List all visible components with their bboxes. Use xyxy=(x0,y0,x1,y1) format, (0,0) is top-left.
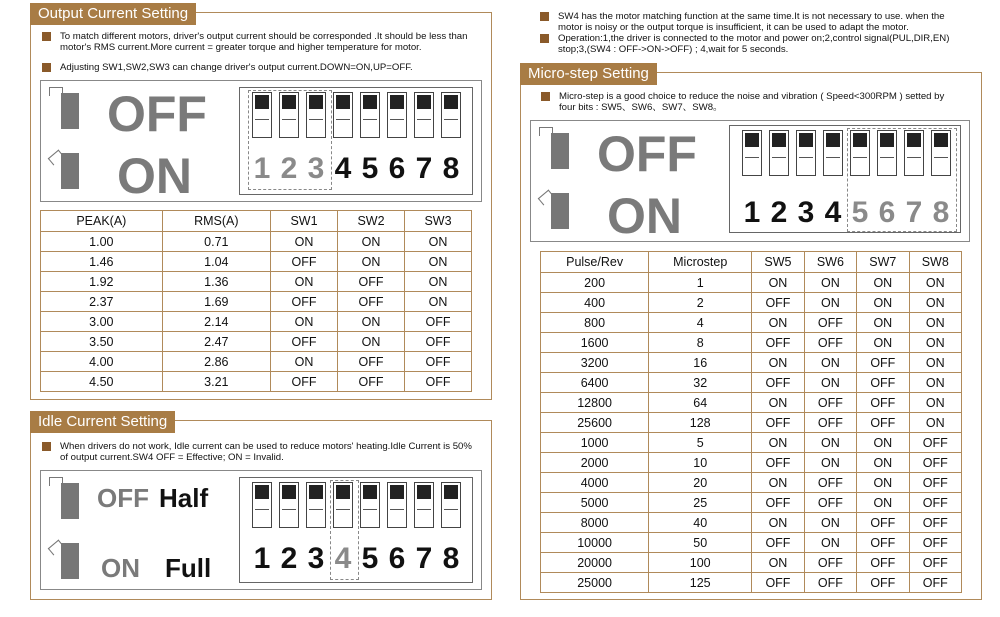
table-cell: OFF xyxy=(857,393,909,413)
table-cell: 2.47 xyxy=(162,332,270,352)
off-lever-body xyxy=(61,93,79,129)
table-cell: ON xyxy=(804,533,856,553)
dip-number: 3 xyxy=(307,152,325,185)
table-cell: ON xyxy=(404,252,471,272)
table-cell: OFF xyxy=(271,332,338,352)
table-cell: ON xyxy=(857,453,909,473)
table-cell: ON xyxy=(909,293,961,313)
dip-number: 7 xyxy=(415,542,433,575)
table-cell: 32 xyxy=(649,373,752,393)
table-cell: 20000 xyxy=(541,553,649,573)
header-peak: PEAK(A) xyxy=(41,211,163,232)
table-cell: ON xyxy=(338,332,405,352)
dip-number: 5 xyxy=(361,152,379,185)
table-row xyxy=(41,292,472,312)
table-cell: 16 xyxy=(649,353,752,373)
table-row xyxy=(541,413,962,433)
table-cell: OFF xyxy=(857,553,909,573)
table-cell: ON xyxy=(804,453,856,473)
table-cell: ON xyxy=(271,272,338,292)
table-cell: 1000 xyxy=(541,433,649,453)
dip-switch-4 xyxy=(333,92,353,138)
dip-number: 2 xyxy=(280,542,298,575)
table-cell: OFF xyxy=(804,473,856,493)
table-cell: 1.00 xyxy=(41,232,163,252)
table-row xyxy=(541,573,962,593)
off-lever-body xyxy=(551,133,569,169)
table-cell: 4 xyxy=(649,313,752,333)
table-cell: 25 xyxy=(649,493,752,513)
table-cell: OFF xyxy=(909,433,961,453)
table-row xyxy=(41,312,472,332)
table-cell: OFF xyxy=(404,372,471,392)
table-row xyxy=(541,273,962,293)
bullet-icon xyxy=(42,32,51,41)
table-cell: 2 xyxy=(649,293,752,313)
table-cell: OFF xyxy=(804,493,856,513)
dip-switch-8 xyxy=(441,92,461,138)
table-cell: ON xyxy=(804,373,856,393)
table-cell: OFF xyxy=(752,413,804,433)
dip-switch-block xyxy=(239,87,473,195)
dip-number: 7 xyxy=(415,152,433,185)
table-cell: ON xyxy=(271,232,338,252)
dip-number: 2 xyxy=(280,152,298,185)
table-cell: OFF xyxy=(857,373,909,393)
table-cell: ON xyxy=(909,373,961,393)
dip-number: 3 xyxy=(307,542,325,575)
dip-number: 1 xyxy=(253,542,271,575)
table-cell: ON xyxy=(804,433,856,453)
dip-number: 4 xyxy=(334,152,352,185)
table-cell: ON xyxy=(338,312,405,332)
table-row xyxy=(41,232,472,252)
table-cell: 800 xyxy=(541,313,649,333)
idle-current-title: Idle Current Setting xyxy=(30,411,175,433)
table-cell: OFF xyxy=(909,493,961,513)
table-header-row xyxy=(541,252,962,273)
dip-number: 6 xyxy=(878,196,896,229)
table-cell: OFF xyxy=(909,553,961,573)
dip-switch-6 xyxy=(387,482,407,528)
table-cell: ON xyxy=(271,312,338,332)
table-cell: OFF xyxy=(909,473,961,493)
dip-switch-2 xyxy=(279,482,299,528)
table-cell: 1.92 xyxy=(41,272,163,292)
table-cell: ON xyxy=(909,413,961,433)
dip-switch-5 xyxy=(360,92,380,138)
micro-switch-diagram xyxy=(530,120,970,242)
micro-note: Micro-step is a good choice to reduce the noise and vibration ( Speed<300RPM ) setted by four bits : SW5、SW6、SW7、SW8。 xyxy=(541,91,961,113)
table-row xyxy=(541,353,962,373)
table-cell: ON xyxy=(404,292,471,312)
table-cell: 25600 xyxy=(541,413,649,433)
table-cell: ON xyxy=(804,273,856,293)
dip-switch-1 xyxy=(252,482,272,528)
table-row xyxy=(41,372,472,392)
table-row xyxy=(541,333,962,353)
dip-number: 4 xyxy=(334,542,352,575)
table-cell: 1.04 xyxy=(162,252,270,272)
bullet-icon xyxy=(540,34,549,43)
table-row xyxy=(541,433,962,453)
table-cell: OFF xyxy=(804,573,856,593)
table-row xyxy=(541,473,962,493)
table-cell: 4000 xyxy=(541,473,649,493)
dip-switch-6 xyxy=(387,92,407,138)
table-cell: 3.21 xyxy=(162,372,270,392)
dip-switch-7 xyxy=(414,92,434,138)
table-cell: OFF xyxy=(338,272,405,292)
table-cell: OFF xyxy=(752,493,804,513)
header-sw1: SW1 xyxy=(271,211,338,232)
micro-off-label: OFF xyxy=(597,126,697,182)
table-cell: OFF xyxy=(909,513,961,533)
idle-note: When drivers do not work, Idle current can be used to reduce motors' heating.Idle Current is 50% of output current.SW4 OFF = Effective; ON = Invalid. xyxy=(42,441,482,463)
idle-switch-diagram xyxy=(40,470,482,590)
table-row xyxy=(541,313,962,333)
dip-switch-8 xyxy=(441,482,461,528)
dip-switch-5 xyxy=(360,482,380,528)
dip-switch-block xyxy=(729,125,961,233)
table-cell: OFF xyxy=(338,372,405,392)
table-cell: ON xyxy=(909,273,961,293)
table-cell: OFF xyxy=(857,513,909,533)
table-cell: 64 xyxy=(649,393,752,413)
output-current-table xyxy=(40,210,472,392)
table-cell: 2.14 xyxy=(162,312,270,332)
dip-number: 5 xyxy=(361,542,379,575)
table-cell: OFF xyxy=(404,332,471,352)
table-cell: OFF xyxy=(271,372,338,392)
table-cell: OFF xyxy=(271,292,338,312)
table-cell: ON xyxy=(752,433,804,453)
table-cell: ON xyxy=(752,513,804,533)
output-switch-diagram xyxy=(40,80,482,202)
dip-switch-1 xyxy=(742,130,762,176)
table-cell: 20 xyxy=(649,473,752,493)
table-cell: ON xyxy=(338,252,405,272)
header-sw2: SW2 xyxy=(338,211,405,232)
idle-full-label: Full xyxy=(165,553,212,583)
table-cell: OFF xyxy=(271,252,338,272)
table-cell: 8 xyxy=(649,333,752,353)
table-cell: ON xyxy=(338,232,405,252)
table-cell: ON xyxy=(857,293,909,313)
table-cell: OFF xyxy=(857,573,909,593)
idle-off-label: OFF xyxy=(97,483,149,513)
table-row xyxy=(41,332,472,352)
table-cell: OFF xyxy=(404,312,471,332)
table-cell: 0.71 xyxy=(162,232,270,252)
dip-switch-block xyxy=(239,477,473,583)
table-cell: OFF xyxy=(804,413,856,433)
table-cell: ON xyxy=(752,553,804,573)
bullet-icon xyxy=(42,63,51,72)
table-cell: ON xyxy=(909,393,961,413)
table-cell: OFF xyxy=(752,453,804,473)
table-cell: OFF xyxy=(909,573,961,593)
table-cell: 4.00 xyxy=(41,352,163,372)
table-row xyxy=(541,493,962,513)
dip-number: 4 xyxy=(824,196,842,229)
dip-number: 8 xyxy=(932,196,950,229)
idle-half-label: Half xyxy=(159,483,209,513)
table-cell: OFF xyxy=(804,553,856,573)
table-row xyxy=(41,252,472,272)
on-lever-body xyxy=(61,543,79,579)
table-cell: OFF xyxy=(752,573,804,593)
off-label: OFF xyxy=(107,86,207,142)
table-cell: 25000 xyxy=(541,573,649,593)
table-cell: ON xyxy=(909,313,961,333)
dip-number: 8 xyxy=(442,542,460,575)
table-cell: OFF xyxy=(752,293,804,313)
table-cell: 50 xyxy=(649,533,752,553)
table-cell: 200 xyxy=(541,273,649,293)
header-sw8: SW8 xyxy=(909,252,961,273)
table-cell: 2.86 xyxy=(162,352,270,372)
dip-number: 5 xyxy=(851,196,869,229)
table-row xyxy=(541,393,962,413)
table-cell: 100 xyxy=(649,553,752,573)
table-cell: 1 xyxy=(649,273,752,293)
table-cell: OFF xyxy=(909,533,961,553)
table-cell: 2000 xyxy=(541,453,649,473)
dip-switch-3 xyxy=(796,130,816,176)
table-cell: OFF xyxy=(404,352,471,372)
dip-number: 3 xyxy=(797,196,815,229)
table-cell: OFF xyxy=(752,373,804,393)
table-cell: ON xyxy=(804,513,856,533)
table-row xyxy=(41,272,472,292)
output-current-title: Output Current Setting xyxy=(30,3,196,25)
off-lever-body xyxy=(61,483,79,519)
table-row xyxy=(541,553,962,573)
on-lever-body xyxy=(61,153,79,189)
header-rms: RMS(A) xyxy=(162,211,270,232)
table-cell: OFF xyxy=(338,352,405,372)
table-cell: 3.50 xyxy=(41,332,163,352)
header-sw6: SW6 xyxy=(804,252,856,273)
table-cell: 1600 xyxy=(541,333,649,353)
header-sw5: SW5 xyxy=(752,252,804,273)
table-cell: 8000 xyxy=(541,513,649,533)
table-cell: 125 xyxy=(649,573,752,593)
table-cell: 1.46 xyxy=(41,252,163,272)
table-cell: OFF xyxy=(752,333,804,353)
dip-switch-2 xyxy=(769,130,789,176)
table-cell: ON xyxy=(909,353,961,373)
table-cell: OFF xyxy=(857,533,909,553)
on-label: ON xyxy=(117,148,192,204)
dip-number: 1 xyxy=(253,152,271,185)
table-cell: ON xyxy=(857,273,909,293)
header-sw3: SW3 xyxy=(404,211,471,232)
table-cell: 5000 xyxy=(541,493,649,513)
table-cell: 1.69 xyxy=(162,292,270,312)
dip-number: 7 xyxy=(905,196,923,229)
on-lever-body xyxy=(551,193,569,229)
table-cell: OFF xyxy=(857,353,909,373)
table-row xyxy=(541,373,962,393)
table-cell: OFF xyxy=(857,413,909,433)
table-row xyxy=(541,293,962,313)
table-cell: 3.00 xyxy=(41,312,163,332)
table-cell: 6400 xyxy=(541,373,649,393)
table-cell: 10 xyxy=(649,453,752,473)
idle-on-label: ON xyxy=(101,553,140,583)
header-pulse-rev: Pulse/Rev xyxy=(541,252,649,273)
table-cell: ON xyxy=(271,352,338,372)
table-cell: OFF xyxy=(752,533,804,553)
bullet-icon xyxy=(541,92,550,101)
dip-number: 8 xyxy=(442,152,460,185)
micro-step-title: Micro-step Setting xyxy=(520,63,657,85)
table-cell: ON xyxy=(404,272,471,292)
micro-on-label: ON xyxy=(607,188,682,244)
output-note-1: To match different motors, driver's output current should be corresponded .It should be less than motor's RMS current.More current = greater torque and higher temperature for motor. xyxy=(42,31,482,53)
dip-number: 2 xyxy=(770,196,788,229)
output-note-2: Adjusting SW1,SW2,SW3 can change driver's output current.DOWN=ON,UP=OFF. xyxy=(42,62,482,73)
table-cell: 3200 xyxy=(541,353,649,373)
table-cell: ON xyxy=(909,333,961,353)
table-cell: 4.50 xyxy=(41,372,163,392)
bullet-icon xyxy=(42,442,51,451)
table-cell: 10000 xyxy=(541,533,649,553)
sw4-note-2: Operation:1,the driver is connected to the motor and power on;2,control signal(PUL,DIR,EN) stop;3,(SW4 : OFF->ON->OFF) ; 4,wait for 5 seconds. xyxy=(540,33,970,55)
table-cell: ON xyxy=(857,473,909,493)
table-cell: ON xyxy=(752,273,804,293)
table-cell: ON xyxy=(857,493,909,513)
header-microstep: Microstep xyxy=(649,252,752,273)
table-cell: ON xyxy=(804,293,856,313)
table-row xyxy=(41,352,472,372)
table-row xyxy=(541,513,962,533)
table-cell: ON xyxy=(752,313,804,333)
table-cell: 400 xyxy=(541,293,649,313)
table-cell: ON xyxy=(752,393,804,413)
dip-switch-3 xyxy=(306,482,326,528)
table-cell: 5 xyxy=(649,433,752,453)
table-cell: OFF xyxy=(804,313,856,333)
table-cell: OFF xyxy=(804,333,856,353)
table-cell: OFF xyxy=(804,393,856,413)
dip-number: 6 xyxy=(388,542,406,575)
table-cell: ON xyxy=(804,353,856,373)
dip-switch-7 xyxy=(414,482,434,528)
table-header-row xyxy=(41,211,472,232)
bullet-icon xyxy=(540,12,549,21)
table-row xyxy=(541,453,962,473)
table-cell: ON xyxy=(857,313,909,333)
table-cell: 1.36 xyxy=(162,272,270,292)
dip-number: 6 xyxy=(388,152,406,185)
sw4-note-1: SW4 has the motor matching function at the same time.It is not necessary to use. when the motor is noisy or the output torque is insufficient, it can be used to adapt the motor. xyxy=(540,11,970,33)
table-row xyxy=(541,533,962,553)
table-cell: 40 xyxy=(649,513,752,533)
table-cell: 128 xyxy=(649,413,752,433)
table-cell: 2.37 xyxy=(41,292,163,312)
micro-step-table xyxy=(540,251,962,593)
table-cell: ON xyxy=(752,473,804,493)
table-cell: OFF xyxy=(338,292,405,312)
table-cell: OFF xyxy=(909,453,961,473)
table-cell: ON xyxy=(857,433,909,453)
table-cell: ON xyxy=(404,232,471,252)
dip-number: 1 xyxy=(743,196,761,229)
table-cell: 12800 xyxy=(541,393,649,413)
table-cell: ON xyxy=(857,333,909,353)
dip-switch-4 xyxy=(823,130,843,176)
table-cell: ON xyxy=(752,353,804,373)
header-sw7: SW7 xyxy=(857,252,909,273)
